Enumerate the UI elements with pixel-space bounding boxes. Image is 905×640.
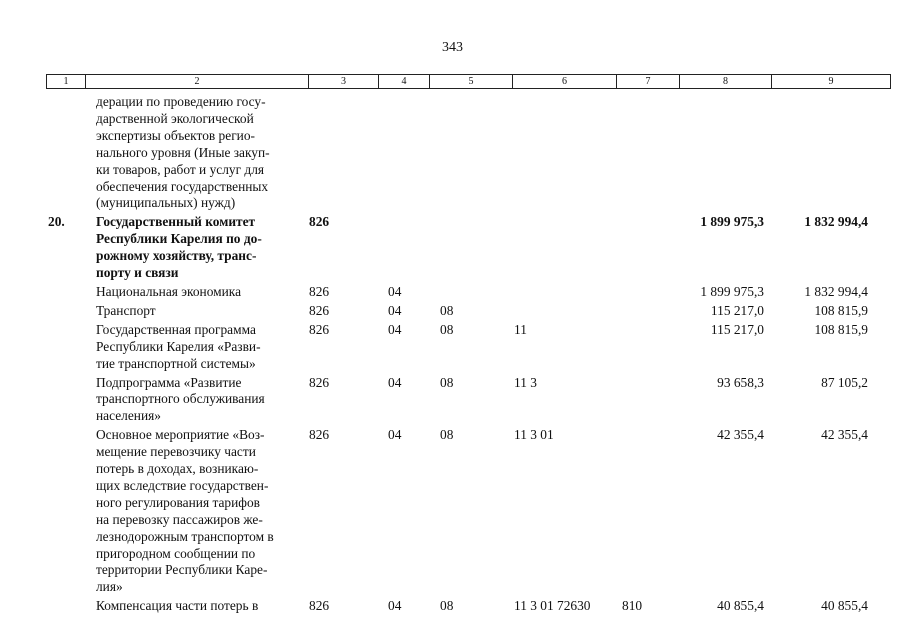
cell-expense-type: 810 — [622, 598, 643, 614]
cell-amount-col9: 1 832 994,4 — [804, 283, 868, 299]
header-cell-1: 1 — [63, 76, 69, 87]
cell-ministry-code: 826 — [309, 427, 330, 443]
cell-section: 04 — [388, 321, 402, 337]
table-body — [0, 94, 905, 615]
cell-target-article: 11 3 01 — [514, 427, 554, 443]
table-row — [0, 598, 905, 615]
row-name: Основное мероприятие «Воз- мещение перевозчику части потерь в доходах, возникаю- щих вследствие государствен- ного регулирования тарифов на перевозку пассажиров же- лезнодорожным транспортом в пригородном сообщении по территории Республики Каре- лия» — [96, 427, 274, 595]
cell-subsection: 08 — [440, 374, 454, 390]
row-name: дерации по проведению госу- дарственной экологической экспертизы объектов регио- нального уровня (Иные закуп- ки товаров, работ и услуг для обеспечения государственных (муниципальных) нужд) — [96, 94, 270, 211]
cell-section: 04 — [388, 598, 402, 614]
cell-amount-col8: 93 658,3 — [717, 374, 764, 390]
row-name: Подпрограмма «Развитие транспортного обслуживания населения» — [96, 374, 265, 424]
cell-amount-col8: 1 899 975,3 — [700, 283, 764, 299]
cell-ministry-code: 826 — [309, 321, 330, 337]
cell-amount-col8: 1 899 975,3 — [700, 214, 764, 230]
cell-target-article: 11 — [514, 321, 527, 337]
table-row — [0, 214, 905, 282]
cell-amount-col8: 42 355,4 — [717, 427, 764, 443]
table-row — [0, 427, 905, 596]
table-row — [0, 322, 905, 373]
cell-target-article: 11 3 — [514, 374, 537, 390]
cell-amount-col9: 1 832 994,4 — [804, 214, 868, 230]
page-number: 343 — [442, 40, 463, 55]
row-name: Компенсация части потерь в — [96, 598, 259, 614]
table-header-row — [46, 74, 891, 89]
header-cell-5: 5 — [429, 75, 512, 88]
cell-section: 04 — [388, 302, 402, 318]
header-cell-2: 2 — [85, 75, 308, 88]
row-number: 20. — [48, 214, 65, 230]
cell-amount-col9: 108 815,9 — [814, 302, 868, 318]
row-name: Национальная экономика — [96, 283, 242, 299]
header-cell-8: 8 — [679, 75, 771, 88]
header-cell-6: 6 — [512, 75, 616, 88]
cell-section: 04 — [388, 283, 402, 299]
cell-subsection: 08 — [440, 302, 454, 318]
cell-subsection: 08 — [440, 598, 454, 614]
cell-section: 04 — [388, 427, 402, 443]
cell-section: 04 — [388, 374, 402, 390]
table-row — [0, 303, 905, 320]
cell-amount-col9: 40 855,4 — [821, 598, 868, 614]
header-cell-9: 9 — [771, 75, 890, 88]
cell-amount-col8: 115 217,0 — [710, 302, 764, 318]
cell-ministry-code: 826 — [309, 214, 330, 230]
cell-ministry-code: 826 — [309, 283, 330, 299]
cell-ministry-code: 826 — [309, 598, 330, 614]
header-cell-7: 7 — [616, 75, 679, 88]
cell-subsection: 08 — [440, 427, 454, 443]
row-name: Государственный комитет Республики Карелия по до- рожному хозяйству, транс- порту и связи — [96, 214, 262, 281]
table-row — [0, 284, 905, 301]
header-cell-4: 4 — [378, 75, 429, 88]
header-cell-3: 3 — [308, 75, 378, 88]
cell-amount-col9: 42 355,4 — [821, 427, 868, 443]
cell-amount-col8: 40 855,4 — [717, 598, 764, 614]
cell-amount-col9: 87 105,2 — [821, 374, 868, 390]
cell-amount-col8: 115 217,0 — [710, 321, 764, 337]
cell-subsection: 08 — [440, 321, 454, 337]
cell-ministry-code: 826 — [309, 302, 330, 318]
cell-amount-col9: 108 815,9 — [814, 321, 868, 337]
row-name: Государственная программа Республики Карелия «Разви- тие транспортной системы» — [96, 321, 261, 371]
table-row — [0, 94, 905, 212]
table-row — [0, 375, 905, 426]
cell-target-article: 11 3 01 72630 — [514, 598, 591, 614]
row-name: Транспорт — [96, 302, 156, 318]
cell-ministry-code: 826 — [309, 374, 330, 390]
